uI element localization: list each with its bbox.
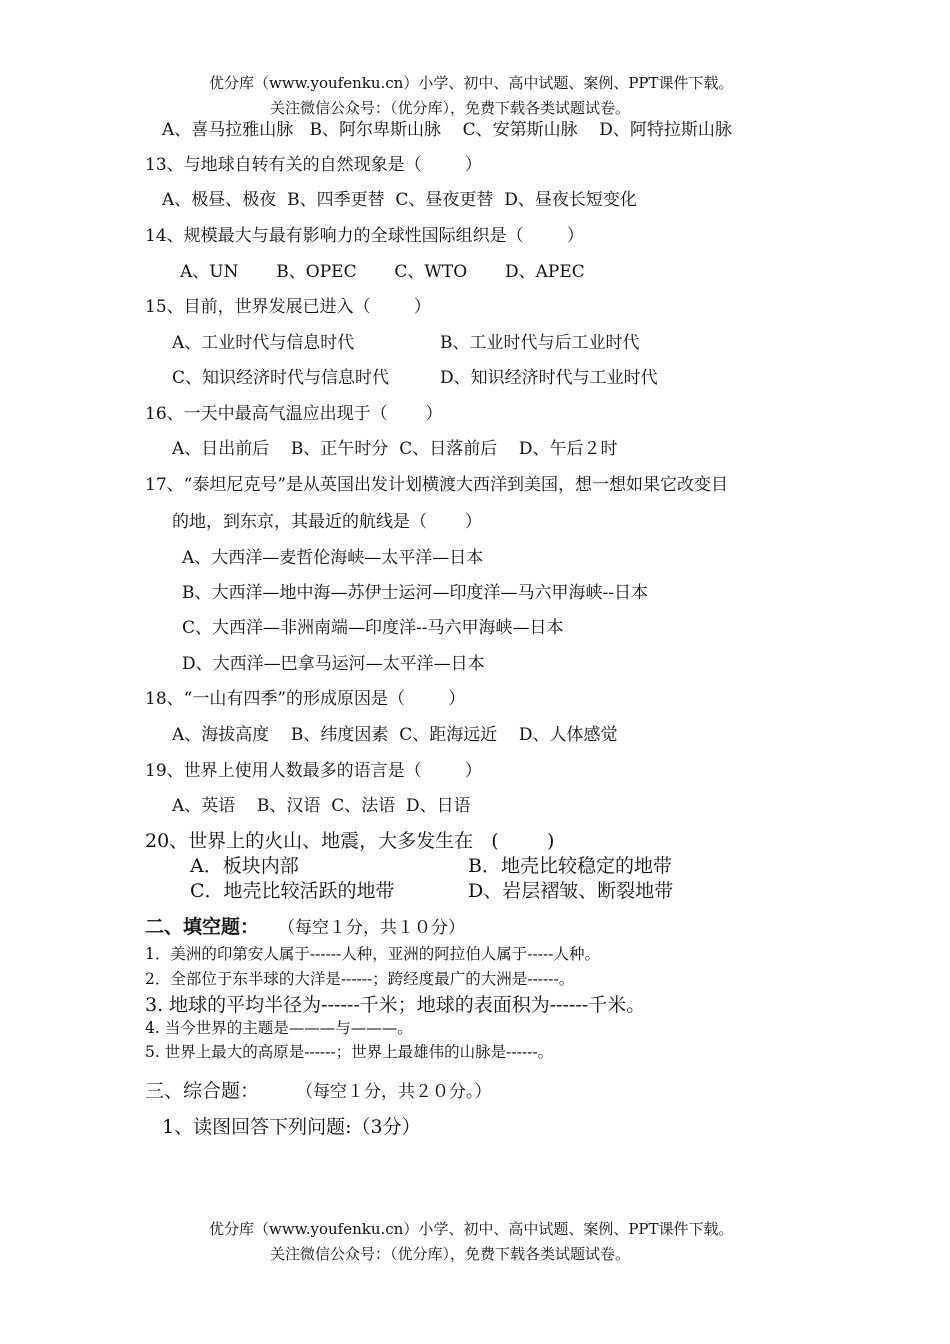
q19-options: A、英语 B、汉语 C、法语 D、日语 xyxy=(172,796,471,816)
footer-line-2: 关注微信公众号：（优分库），免费下载各类试题试卷。 xyxy=(270,1245,631,1263)
q13-stem: 13、与地球自转有关的自然现象是（ ） xyxy=(145,155,482,175)
q17-option-b: B、大西洋—地中海—苏伊士运河—印度洋—马六甲海峡--日本 xyxy=(182,583,648,603)
header-line-1: 优分库（www.youfenku.cn）小学、初中、高中试题、案例、PPT课件下载。 xyxy=(209,74,734,92)
q17-stem-line-1: 17、“泰坦尼克号”是从英国出发计划横渡大西洋到美国，想一想如果它改变目 xyxy=(145,475,729,495)
q17-option-d: D、大西洋—巴拿马运河—太平洋—日本 xyxy=(182,654,485,674)
q18-stem: 18、“一山有四季”的形成原因是（ ） xyxy=(145,689,466,709)
q20-option-a: A．板块内部 xyxy=(190,855,299,877)
section-3-score-note: （每空１分，共２０分。） xyxy=(296,1082,492,1102)
q15-stem: 15、目前，世界发展已进入（ ） xyxy=(145,297,431,317)
q20-option-d: D、岩层褶皱、断裂地带 xyxy=(468,880,674,902)
q15-option-d: D、知识经济时代与工业时代 xyxy=(440,368,658,388)
section-2-score-note: （每空１分，共１０分） xyxy=(278,918,465,938)
q17-stem-line-2: 的地，到东京，其最近的航线是（ ） xyxy=(172,512,482,532)
q20-stem: 20、世界上的火山、地震，大多发生在 ( ) xyxy=(145,830,555,852)
q18-options: A、海拔高度 B、纬度因素 C、距海远近 D、人体感觉 xyxy=(172,725,618,745)
q14-options: A、UN B、OPEC C、WTO D、APEC xyxy=(180,262,585,282)
q15-option-c: C、知识经济时代与信息时代 xyxy=(172,368,390,388)
footer-line-1: 优分库（www.youfenku.cn）小学、初中、高中试题、案例、PPT课件下载。 xyxy=(209,1220,734,1238)
fill-item-1: 1．美洲的印第安人属于------人种，亚洲的阿拉伯人属于-----人种。 xyxy=(145,945,600,963)
q17-option-c: C、大西洋—非洲南端—印度洋--马六甲海峡—日本 xyxy=(182,618,564,638)
q20-option-b: B．地壳比较稳定的地带 xyxy=(468,855,672,877)
q16-options: A、日出前后 B、正午时分 C、日落前后 D、午后２时 xyxy=(172,439,618,459)
section-3-title: 三、综合题： xyxy=(145,1080,260,1102)
header-line-2: 关注微信公众号：（优分库），免费下载各类试题试卷。 xyxy=(270,99,631,117)
q20-option-c: C．地壳比较活跃的地带 xyxy=(190,880,395,902)
q13-options: A、极昼、极夜 B、四季更替 C、昼夜更替 D、昼夜长短变化 xyxy=(162,190,637,210)
section-3-question-1: 1、读图回答下列问题:（3分） xyxy=(162,1116,421,1138)
q16-stem: 16、一天中最高气温应出现于（ ） xyxy=(145,404,443,424)
q19-stem: 19、世界上使用人数最多的语言是（ ） xyxy=(145,761,482,781)
q14-stem: 14、规模最大与最有影响力的全球性国际组织是（ ） xyxy=(145,226,584,246)
fill-item-2: 2．全部位于东半球的大洋是------；跨经度最广的大洲是------。 xyxy=(145,970,575,988)
q12-options: A、喜马拉雅山脉 B、阿尔卑斯山脉 C、安第斯山脉 D、阿特拉斯山脉 xyxy=(162,120,732,140)
fill-item-5: 5. 世界上最大的高原是------；世界上最雄伟的山脉是------。 xyxy=(145,1043,554,1061)
section-2-title: 二、填空题： xyxy=(145,916,260,938)
fill-item-4: 4. 当今世界的主题是———与———。 xyxy=(145,1019,413,1037)
q15-option-a: A、工业时代与信息时代 xyxy=(172,333,355,353)
q17-option-a: A、大西洋—麦哲伦海峡—太平洋—日本 xyxy=(182,548,484,568)
fill-item-3: 3. 地球的平均半径为------千米；地球的表面积为------千米。 xyxy=(145,994,646,1016)
q15-option-b: B、工业时代与后工业时代 xyxy=(440,333,640,353)
